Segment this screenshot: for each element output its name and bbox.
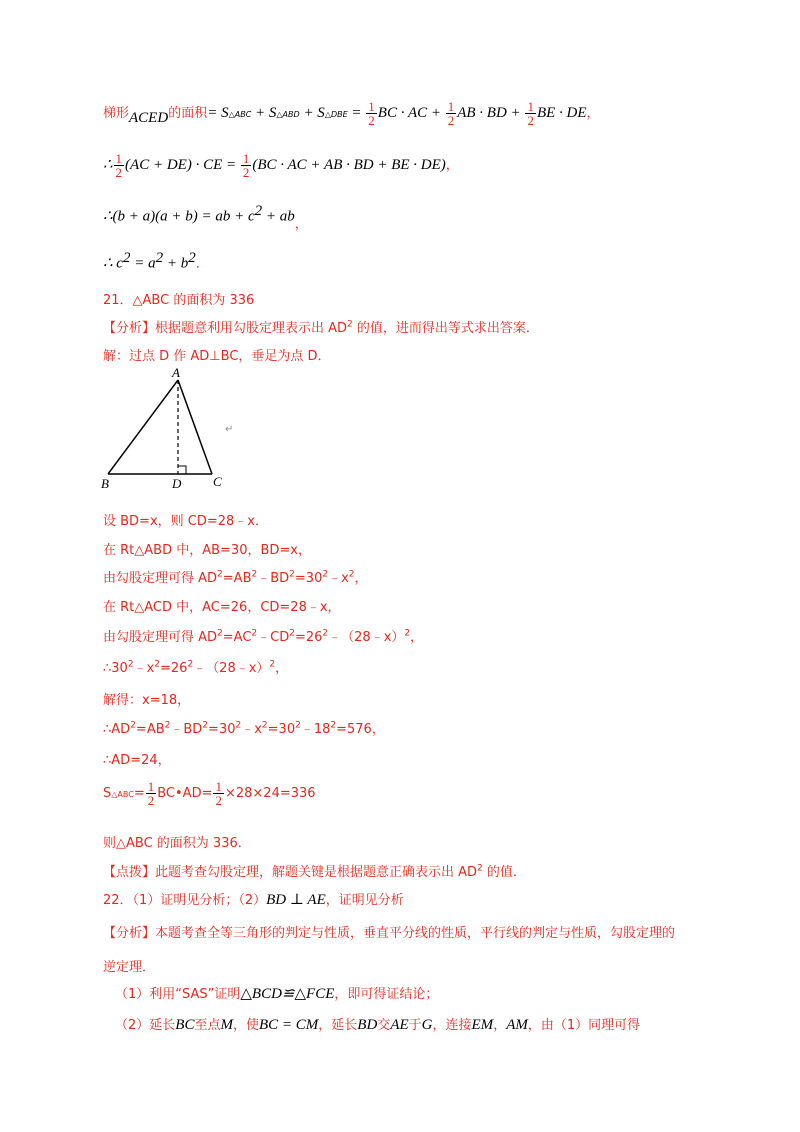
math-part: (BC · AC + AB · BD + BE · DE) <box>252 157 446 173</box>
text: ，即可得证结论； <box>334 987 439 1002</box>
punct: ， <box>586 106 600 121</box>
q21-step9: ∴AD=24， <box>103 753 171 768</box>
text: ∴30 <box>103 661 128 676</box>
formula-therefore-2 <box>103 203 308 233</box>
label-c: C <box>213 474 222 489</box>
text: ，证明见分析 <box>325 893 404 908</box>
fraction: $\frac{1}{2}$ <box>147 779 155 808</box>
side-ac <box>178 380 212 474</box>
text: ×28×24=336 <box>224 786 316 801</box>
fraction: $\frac{1}{2}$ <box>115 151 123 180</box>
q21-step4: 在 Rt△ACD 中，AC=26，CD=28﹣x， <box>103 600 341 615</box>
q21-step1: 设 BD=x，则 CD=28﹣x． <box>103 514 268 529</box>
fraction: $\frac{1}{2}$ <box>215 779 222 808</box>
text: ﹣18 <box>300 722 331 737</box>
superscript: 2 <box>404 628 411 639</box>
label-d: D <box>172 476 182 491</box>
text: =AC <box>222 630 252 645</box>
fraction: $\frac{1}{2}$ <box>447 99 455 128</box>
text: ﹣（28﹣x） <box>193 661 270 676</box>
math-part: BC <box>175 1017 195 1033</box>
superscript: 2 <box>217 628 223 639</box>
math-part: BE · DE <box>536 105 587 121</box>
superscript: 2 <box>289 628 295 639</box>
punct: ， <box>445 158 459 173</box>
punct: ． <box>195 256 209 272</box>
math-part: EM <box>471 1017 494 1033</box>
text: 【分析】根据题意利用勾股定理表示出 AD <box>103 321 348 336</box>
math-part: + S <box>251 105 277 121</box>
return-mark: ↵ <box>225 424 234 435</box>
text: =30 <box>294 571 323 586</box>
math-part: = S <box>207 105 229 121</box>
math-part: + S <box>299 105 325 121</box>
text: ﹣x <box>241 722 262 737</box>
text: ，延长 <box>318 1018 358 1033</box>
text: ﹣CD <box>257 630 290 645</box>
math-part: = a <box>130 255 156 272</box>
q21-title: 21．△ABC 的面积为 336 <box>103 293 255 308</box>
superscript: 2 <box>347 319 353 330</box>
fraction: $\frac{1}{2}$ <box>368 99 375 128</box>
text: ，由（1）同理可得 <box>527 1018 641 1033</box>
math-sub: △ABD <box>276 110 300 119</box>
math-sub: △DBE <box>324 110 348 119</box>
formula-therefore-1 <box>103 152 459 179</box>
label-a: A <box>172 365 180 380</box>
math-part: M <box>220 1017 233 1033</box>
superscript: 2 <box>254 203 263 219</box>
math-part: BD <box>357 1017 378 1033</box>
text: ﹣x <box>133 661 155 676</box>
q21-step7: 解得：x=18， <box>103 693 191 708</box>
superscript: 2 <box>235 720 242 731</box>
text: （2）延长 <box>115 1018 176 1033</box>
math-part: + ab <box>262 208 295 225</box>
text: =AB <box>135 722 165 737</box>
text: =26 <box>160 661 188 676</box>
text: 交 <box>377 1018 391 1033</box>
q21-step10 <box>103 780 316 807</box>
superscript: 2 <box>155 250 164 266</box>
superscript: 2 <box>477 863 483 874</box>
text: =26 <box>294 630 323 645</box>
text: S <box>103 786 112 801</box>
text: =30 <box>208 722 236 737</box>
punct: ， <box>294 217 308 233</box>
text: 由勾股定理可得 AD <box>103 630 218 645</box>
superscript: 2 <box>269 659 276 670</box>
superscript: 2 <box>202 720 209 731</box>
superscript: 2 <box>295 720 301 731</box>
text: BC•AD= <box>157 786 213 801</box>
math-part: BD ⊥ AE <box>266 892 326 908</box>
superscript: 2 <box>251 569 258 580</box>
q22-step2 <box>115 1014 640 1034</box>
text: ，连接 <box>432 1018 472 1033</box>
q21-solution: 解：过点 D 作 AD⊥BC，垂足为点 D． <box>103 349 331 364</box>
triangle-figure <box>100 365 240 493</box>
right-angle-mark <box>178 466 186 474</box>
q21-step2: 在 Rt△ABD 中，AB=30，BD=x， <box>103 543 311 558</box>
text: 的值． <box>482 865 526 880</box>
q21-tip <box>103 861 526 880</box>
q22-title <box>103 889 404 909</box>
text: ，使 <box>232 1018 259 1033</box>
q21-step6 <box>103 657 288 676</box>
fraction: $\frac{1}{2}$ <box>242 151 250 180</box>
superscript: 2 <box>130 720 136 731</box>
text: 22．（1）证明见分析；（2） <box>103 893 267 908</box>
text: ∴AD <box>103 722 131 737</box>
therefore-symbol: ∴ <box>103 157 113 173</box>
superscript: 2 <box>322 569 329 580</box>
formula-trapezoid-area <box>103 100 600 127</box>
superscript: 2 <box>330 720 337 731</box>
text: 至点 <box>194 1018 221 1033</box>
math-part: BC · AC + <box>377 105 445 121</box>
math-part: AB · BD + <box>457 105 525 121</box>
text-area: 的面积 <box>168 106 208 121</box>
fraction: $\frac{1}{2}$ <box>527 99 534 128</box>
side-ab <box>108 380 178 474</box>
text: ﹣（28﹣x） <box>328 630 405 645</box>
subscript: △ABC <box>111 790 134 799</box>
superscript: 2 <box>251 628 258 639</box>
text: （1）利用“SAS”证明 <box>115 987 241 1002</box>
trapezoid-name: ACED <box>129 110 169 126</box>
text: ， <box>354 571 368 586</box>
math-part: (AC + DE) · CE = <box>125 157 240 173</box>
q21-step11: 则△ABC 的面积为 336． <box>103 836 251 851</box>
math-part: △BCD≌△FCE <box>240 986 335 1002</box>
superscript: 2 <box>217 569 223 580</box>
q21-step8 <box>103 718 385 737</box>
math-part: + b <box>163 255 189 272</box>
superscript: 2 <box>322 628 329 639</box>
text: 的值，进而得出等式求出答案． <box>352 321 539 336</box>
text: =AB <box>222 571 252 586</box>
superscript: 2 <box>261 720 268 731</box>
q21-step5 <box>103 626 423 645</box>
superscript: 2 <box>122 250 131 266</box>
math-part: BC = CM <box>258 1017 319 1033</box>
text: =30 <box>267 722 296 737</box>
text: ， <box>493 1018 507 1033</box>
text: 【点拨】此题考查勾股定理，解题关键是根据题意正确表示出 AD <box>103 865 478 880</box>
label-b: B <box>101 476 109 491</box>
formula-conclusion <box>103 250 209 272</box>
text: ﹣BD <box>170 722 203 737</box>
superscript: 2 <box>289 569 295 580</box>
text: ， <box>275 661 289 676</box>
math-part: AE <box>390 1017 409 1033</box>
math-part: AM <box>506 1017 528 1033</box>
text: 于 <box>408 1018 422 1033</box>
text: = <box>133 786 145 801</box>
q21-analysis <box>103 317 539 336</box>
text: =576， <box>336 722 385 737</box>
q21-step3 <box>103 567 368 586</box>
q22-analysis-2: 逆定理． <box>103 960 156 975</box>
superscript: 2 <box>187 659 194 670</box>
q22-step1 <box>115 983 438 1003</box>
superscript: 2 <box>348 569 355 580</box>
superscript: 2 <box>164 720 171 731</box>
text: ， <box>410 630 424 645</box>
text: ﹣x <box>328 571 349 586</box>
q22-analysis-1: 【分析】本题考查全等三角形的判定与性质，垂直平分线的性质，平行线的判定与性质，勾股定理的 <box>103 926 676 941</box>
math-part: ∴(b + a)(a + b) = ab + c <box>103 208 255 225</box>
math-part: G <box>421 1017 433 1033</box>
superscript: 2 <box>127 659 134 670</box>
math-part: ∴ c <box>103 255 123 272</box>
text: 由勾股定理可得 AD <box>103 571 218 586</box>
math-sub: △ABC <box>228 110 252 119</box>
math-part: = <box>347 105 366 121</box>
superscript: 2 <box>154 659 160 670</box>
superscript: 2 <box>188 250 196 266</box>
text-prefix: 梯形 <box>103 106 130 121</box>
text: ﹣BD <box>257 571 290 586</box>
